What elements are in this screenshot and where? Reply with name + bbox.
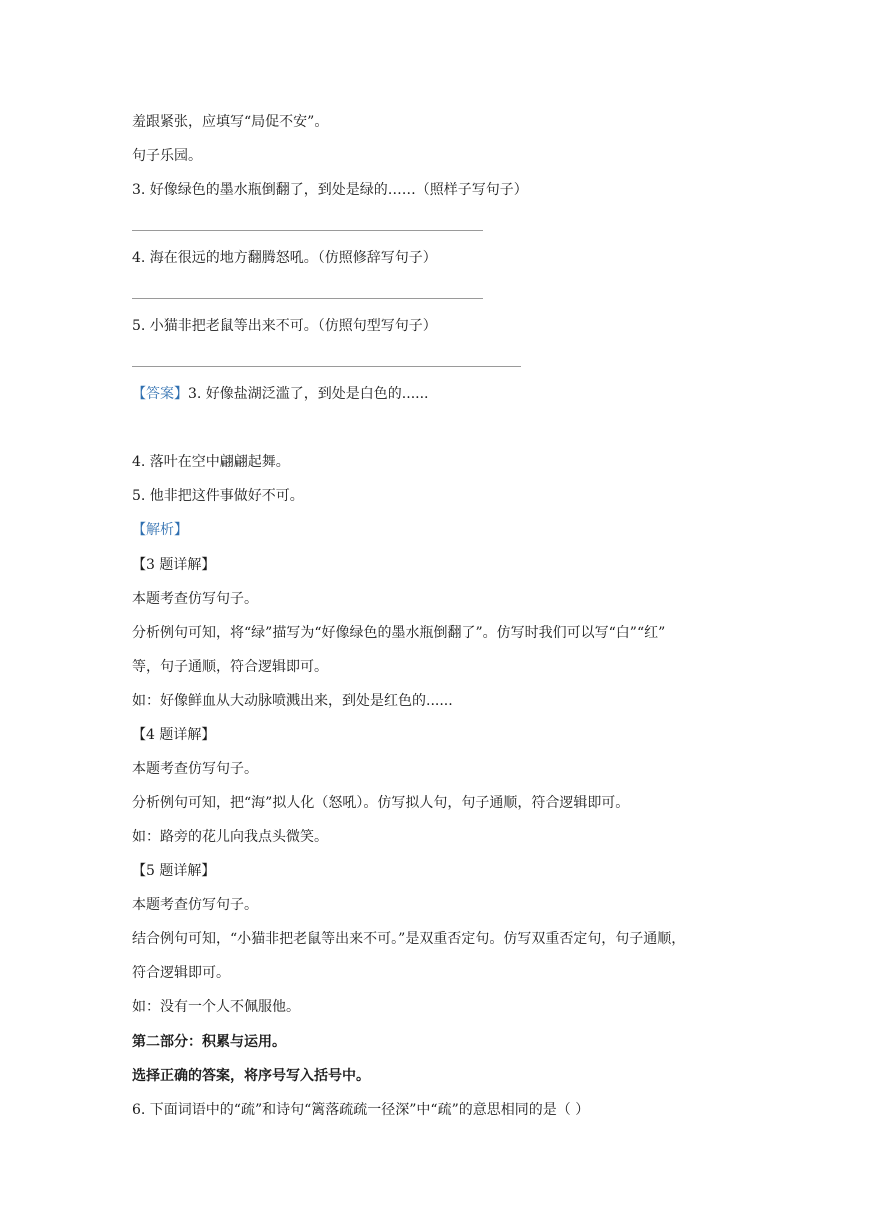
answer-blank-line-4	[132, 298, 483, 299]
text-line: 分析例句可知，把“海”拟人化（怒吼）。仿写拟人句，句子通顺，符合逻辑即可。	[132, 795, 630, 811]
section-heading: 句子乐园。	[132, 148, 202, 164]
answer-blank-line-3	[132, 230, 483, 231]
text-line: 本题考查仿写句子。	[132, 761, 258, 777]
text-line: 如：好像鲜血从大动脉喷溅出来，到处是红色的......	[132, 693, 453, 709]
answer-4: 4. 落叶在空中翩翩起舞。	[132, 454, 290, 470]
question-3: 3. 好像绿色的墨水瓶倒翻了，到处是绿的……（照样子写句子）	[132, 182, 528, 198]
question-6: 6. 下面词语中的“疏”和诗句“篱落疏疏一径深”中“疏”的意思相同的是（ ）	[132, 1102, 590, 1118]
text-line: 符合逻辑即可。	[132, 965, 230, 981]
text-line: 本题考查仿写句子。	[132, 897, 258, 913]
text-line: 本题考查仿写句子。	[132, 591, 258, 607]
answer-tag: 【答案】	[132, 386, 188, 402]
text-line: 等，句子通顺，符合逻辑即可。	[132, 659, 328, 675]
question-4: 4. 海在很远的地方翻腾怒吼。（仿照修辞写句子）	[132, 250, 437, 266]
text-line: 结合例句可知，“小猫非把老鼠等出来不可。”是双重否定句。仿写双重否定句，句子通顺，	[132, 931, 686, 947]
text-line: 如：路旁的花儿向我点头微笑。	[132, 829, 328, 845]
answer-3: 3. 好像盐湖泛滥了，到处是白色的......	[188, 386, 429, 402]
text-line: 如：没有一个人不佩服他。	[132, 999, 300, 1015]
detail-heading-5: 【5 题详解】	[132, 863, 216, 879]
answer-line	[132, 384, 429, 404]
detail-heading-3: 【3 题详解】	[132, 557, 216, 573]
analysis-tag: 【解析】	[132, 522, 188, 538]
text-line: 羞跟紧张，应填写“局促不安”。	[132, 114, 329, 130]
answer-blank-line-5	[132, 366, 521, 367]
detail-heading-4: 【4 题详解】	[132, 727, 216, 743]
question-5: 5. 小猫非把老鼠等出来不可。（仿照句型写句子）	[132, 318, 437, 334]
instruction: 选择正确的答案，将序号写入括号中。	[132, 1068, 370, 1084]
part-heading: 第二部分：积累与运用。	[132, 1034, 286, 1050]
answer-5: 5. 他非把这件事做好不可。	[132, 488, 304, 504]
text-line: 分析例句可知，将“绿”描写为“好像绿色的墨水瓶倒翻了”。仿写时我们可以写“白”“红”	[132, 625, 666, 641]
